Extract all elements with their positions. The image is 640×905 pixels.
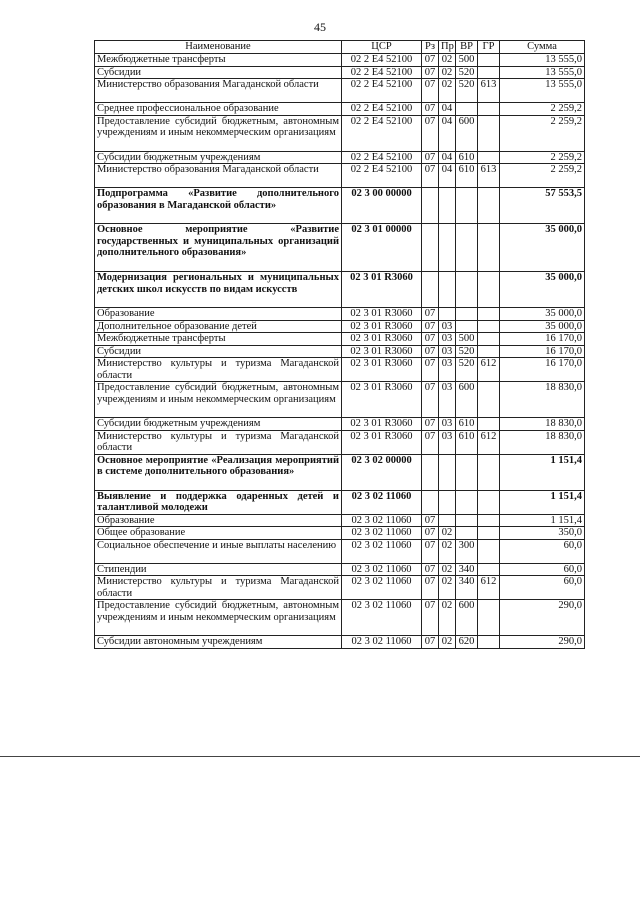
cell-name: Предоставление субсидий бюджетным, автономным учреждениям и иным некоммерческим организациям: [95, 382, 342, 418]
cell-csr: 02 3 01 R3060: [342, 320, 422, 333]
cell-rz: 07: [422, 79, 439, 103]
cell-gr: [478, 188, 500, 224]
table-row: [95, 576, 585, 600]
cell-sum: 16 170,0: [500, 358, 585, 382]
cell-name: Предоставление субсидий бюджетным, автономным учреждениям и иным некоммерческим организациям: [95, 115, 342, 151]
cell-vr: 520: [456, 66, 478, 79]
header-rz: Рз: [422, 41, 439, 54]
cell-sum: 1 151,4: [500, 514, 585, 527]
cell-rz: 07: [422, 382, 439, 418]
cell-rz: [422, 224, 439, 272]
cell-name: Субсидии бюджетным учреждениям: [95, 151, 342, 164]
cell-sum: 2 259,2: [500, 151, 585, 164]
cell-gr: [478, 490, 500, 514]
cell-csr: 02 3 02 11060: [342, 636, 422, 649]
cell-name: Социальное обеспечение и иные выплаты населению: [95, 539, 342, 563]
table-row: [95, 164, 585, 188]
cell-rz: 07: [422, 539, 439, 563]
cell-csr: 02 2 Е4 52100: [342, 115, 422, 151]
cell-pr: 02: [439, 66, 456, 79]
cell-vr: 620: [456, 636, 478, 649]
cell-csr: 02 3 01 R3060: [342, 418, 422, 431]
cell-rz: [422, 490, 439, 514]
table-row: [95, 430, 585, 454]
cell-pr: 02: [439, 563, 456, 576]
cell-sum: 2 259,2: [500, 115, 585, 151]
cell-name: Дополнительное образование детей: [95, 320, 342, 333]
cell-pr: 02: [439, 79, 456, 103]
cell-sum: 2 259,2: [500, 103, 585, 116]
cell-vr: [456, 490, 478, 514]
cell-gr: [478, 563, 500, 576]
cell-csr: 02 3 02 11060: [342, 563, 422, 576]
cell-pr: 04: [439, 103, 456, 116]
cell-name: Министерство культуры и туризма Магаданской области: [95, 576, 342, 600]
cell-rz: 07: [422, 418, 439, 431]
cell-rz: 07: [422, 54, 439, 67]
cell-sum: 18 830,0: [500, 418, 585, 431]
cell-gr: [478, 600, 500, 636]
table-row: [95, 490, 585, 514]
cell-gr: [478, 54, 500, 67]
cell-sum: 35 000,0: [500, 308, 585, 321]
cell-name: Министерство образования Магаданской области: [95, 164, 342, 188]
table-body: [95, 54, 585, 649]
cell-gr: [478, 539, 500, 563]
cell-vr: 610: [456, 418, 478, 431]
cell-vr: 520: [456, 79, 478, 103]
cell-vr: [456, 514, 478, 527]
cell-rz: 07: [422, 103, 439, 116]
cell-name: Межбюджетные трансферты: [95, 54, 342, 67]
cell-rz: 07: [422, 151, 439, 164]
cell-rz: 07: [422, 358, 439, 382]
cell-csr: 02 3 00 00000: [342, 188, 422, 224]
cell-rz: 07: [422, 308, 439, 321]
cell-vr: [456, 320, 478, 333]
table-row: [95, 539, 585, 563]
cell-vr: [456, 188, 478, 224]
cell-rz: [422, 454, 439, 490]
cell-pr: 03: [439, 358, 456, 382]
cell-gr: [478, 115, 500, 151]
cell-rz: 07: [422, 115, 439, 151]
cell-csr: 02 3 01 R3060: [342, 333, 422, 346]
table-row: [95, 563, 585, 576]
cell-gr: [478, 345, 500, 358]
cell-vr: 340: [456, 576, 478, 600]
cell-sum: 35 000,0: [500, 320, 585, 333]
cell-rz: 07: [422, 514, 439, 527]
table-row: [95, 358, 585, 382]
cell-rz: 07: [422, 320, 439, 333]
cell-sum: 16 170,0: [500, 345, 585, 358]
cell-name: Основное мероприятие «Реализация мероприятий в системе дополнительного образования»: [95, 454, 342, 490]
cell-name: Выявление и поддержка одаренных детей и талантливой молодежи: [95, 490, 342, 514]
table-row: [95, 527, 585, 540]
cell-csr: 02 3 02 11060: [342, 527, 422, 540]
cell-csr: 02 3 02 11060: [342, 490, 422, 514]
header-sum: Сумма: [500, 41, 585, 54]
cell-name: Субсидии: [95, 66, 342, 79]
cell-sum: 13 555,0: [500, 54, 585, 67]
table-row: [95, 115, 585, 151]
cell-gr: [478, 418, 500, 431]
cell-vr: [456, 308, 478, 321]
table-row: [95, 103, 585, 116]
cell-sum: 16 170,0: [500, 333, 585, 346]
cell-pr: 02: [439, 636, 456, 649]
cell-rz: 07: [422, 576, 439, 600]
cell-name: Министерство культуры и туризма Магаданской области: [95, 358, 342, 382]
cell-sum: 60,0: [500, 563, 585, 576]
cell-vr: 610: [456, 151, 478, 164]
cell-rz: 07: [422, 345, 439, 358]
cell-sum: 35 000,0: [500, 272, 585, 308]
cell-csr: 02 3 01 R3060: [342, 308, 422, 321]
table-row: [95, 151, 585, 164]
cell-gr: 612: [478, 430, 500, 454]
cell-vr: [456, 454, 478, 490]
cell-csr: 02 3 01 R3060: [342, 345, 422, 358]
cell-sum: 13 555,0: [500, 79, 585, 103]
footer-divider: [0, 756, 640, 757]
cell-sum: 18 830,0: [500, 382, 585, 418]
cell-pr: 03: [439, 333, 456, 346]
cell-pr: 02: [439, 600, 456, 636]
cell-vr: [456, 527, 478, 540]
header-csr: ЦСР: [342, 41, 422, 54]
cell-vr: 600: [456, 382, 478, 418]
cell-vr: 520: [456, 358, 478, 382]
cell-sum: 57 553,5: [500, 188, 585, 224]
cell-vr: [456, 224, 478, 272]
table-row: [95, 600, 585, 636]
cell-csr: 02 3 02 11060: [342, 539, 422, 563]
table-row: [95, 272, 585, 308]
cell-sum: 60,0: [500, 576, 585, 600]
cell-rz: 07: [422, 563, 439, 576]
cell-gr: [478, 103, 500, 116]
cell-pr: [439, 224, 456, 272]
cell-rz: 07: [422, 430, 439, 454]
cell-gr: [478, 333, 500, 346]
cell-gr: [478, 272, 500, 308]
header-gr: ГР: [478, 41, 500, 54]
cell-csr: 02 2 Е4 52100: [342, 54, 422, 67]
cell-pr: 03: [439, 418, 456, 431]
cell-gr: [478, 454, 500, 490]
cell-gr: [478, 636, 500, 649]
page-number: 45: [314, 20, 326, 34]
header-name: Наименование: [95, 41, 342, 54]
table-row: [95, 308, 585, 321]
cell-vr: 340: [456, 563, 478, 576]
cell-name: Образование: [95, 308, 342, 321]
cell-name: Модернизация региональных и муниципальных детских школ искусств по видам искусств: [95, 272, 342, 308]
cell-sum: 13 555,0: [500, 66, 585, 79]
cell-vr: 600: [456, 600, 478, 636]
cell-pr: 04: [439, 115, 456, 151]
cell-pr: 03: [439, 320, 456, 333]
cell-pr: [439, 514, 456, 527]
cell-gr: [478, 151, 500, 164]
cell-csr: 02 3 01 R3060: [342, 430, 422, 454]
cell-csr: 02 2 Е4 52100: [342, 66, 422, 79]
cell-gr: 612: [478, 576, 500, 600]
cell-pr: 03: [439, 345, 456, 358]
cell-name: Межбюджетные трансферты: [95, 333, 342, 346]
cell-rz: 07: [422, 66, 439, 79]
cell-gr: 612: [478, 358, 500, 382]
cell-sum: 290,0: [500, 636, 585, 649]
cell-pr: 03: [439, 382, 456, 418]
cell-name: Министерство культуры и туризма Магаданской области: [95, 430, 342, 454]
cell-pr: 04: [439, 164, 456, 188]
cell-sum: 1 151,4: [500, 490, 585, 514]
cell-csr: 02 3 02 11060: [342, 576, 422, 600]
cell-sum: 2 259,2: [500, 164, 585, 188]
cell-vr: 520: [456, 345, 478, 358]
table-row: [95, 636, 585, 649]
cell-name: Предоставление субсидий бюджетным, автономным учреждениям и иным некоммерческим организациям: [95, 600, 342, 636]
cell-vr: 600: [456, 115, 478, 151]
cell-vr: [456, 103, 478, 116]
cell-vr: 610: [456, 430, 478, 454]
cell-name: Образование: [95, 514, 342, 527]
cell-csr: 02 3 01 R3060: [342, 272, 422, 308]
cell-pr: [439, 308, 456, 321]
table-row: [95, 514, 585, 527]
table-row: [95, 66, 585, 79]
cell-pr: 03: [439, 430, 456, 454]
cell-csr: 02 2 Е4 52100: [342, 164, 422, 188]
table-row: [95, 382, 585, 418]
cell-csr: 02 2 Е4 52100: [342, 103, 422, 116]
cell-pr: [439, 272, 456, 308]
table-row: [95, 345, 585, 358]
table-row: [95, 54, 585, 67]
cell-gr: 613: [478, 79, 500, 103]
cell-name: Субсидии бюджетным учреждениям: [95, 418, 342, 431]
cell-csr: 02 3 01 00000: [342, 224, 422, 272]
cell-gr: [478, 527, 500, 540]
cell-name: Основное мероприятие «Развитие государственных и муниципальных организаций дополнительного образования»: [95, 224, 342, 272]
cell-pr: [439, 188, 456, 224]
cell-gr: [478, 66, 500, 79]
table-row: [95, 333, 585, 346]
table-row: [95, 320, 585, 333]
cell-rz: [422, 188, 439, 224]
cell-sum: 1 151,4: [500, 454, 585, 490]
cell-name: Субсидии автономным учреждениям: [95, 636, 342, 649]
table-row: [95, 188, 585, 224]
table-row: [95, 454, 585, 490]
cell-rz: 07: [422, 164, 439, 188]
table-row: [95, 418, 585, 431]
cell-pr: 04: [439, 151, 456, 164]
cell-csr: 02 3 02 00000: [342, 454, 422, 490]
cell-pr: 02: [439, 539, 456, 563]
cell-vr: 610: [456, 164, 478, 188]
cell-gr: [478, 514, 500, 527]
cell-name: Министерство образования Магаданской области: [95, 79, 342, 103]
cell-vr: 300: [456, 539, 478, 563]
cell-rz: 07: [422, 600, 439, 636]
cell-sum: 18 830,0: [500, 430, 585, 454]
cell-vr: 500: [456, 54, 478, 67]
cell-pr: 02: [439, 527, 456, 540]
cell-csr: 02 3 01 R3060: [342, 358, 422, 382]
cell-sum: 60,0: [500, 539, 585, 563]
cell-gr: [478, 308, 500, 321]
budget-table: [94, 40, 585, 649]
cell-csr: 02 2 Е4 52100: [342, 151, 422, 164]
cell-sum: 35 000,0: [500, 224, 585, 272]
table-row: [95, 79, 585, 103]
cell-gr: [478, 382, 500, 418]
cell-sum: 350,0: [500, 527, 585, 540]
cell-name: Подпрограмма «Развитие дополнительного образования в Магаданской области»: [95, 188, 342, 224]
cell-csr: 02 2 Е4 52100: [342, 79, 422, 103]
cell-gr: [478, 224, 500, 272]
cell-csr: 02 3 01 R3060: [342, 382, 422, 418]
cell-vr: 500: [456, 333, 478, 346]
cell-pr: 02: [439, 54, 456, 67]
cell-csr: 02 3 02 11060: [342, 600, 422, 636]
header-vr: ВР: [456, 41, 478, 54]
cell-csr: 02 3 02 11060: [342, 514, 422, 527]
cell-rz: 07: [422, 527, 439, 540]
cell-sum: 290,0: [500, 600, 585, 636]
cell-name: Субсидии: [95, 345, 342, 358]
table-header-row: [95, 41, 585, 54]
cell-rz: [422, 272, 439, 308]
table-row: [95, 224, 585, 272]
cell-pr: [439, 490, 456, 514]
cell-vr: [456, 272, 478, 308]
cell-pr: [439, 454, 456, 490]
cell-name: Общее образование: [95, 527, 342, 540]
cell-gr: [478, 320, 500, 333]
cell-rz: 07: [422, 333, 439, 346]
cell-name: Среднее профессиональное образование: [95, 103, 342, 116]
cell-rz: 07: [422, 636, 439, 649]
cell-name: Стипендии: [95, 563, 342, 576]
cell-gr: 613: [478, 164, 500, 188]
header-pr: Пр: [439, 41, 456, 54]
cell-pr: 02: [439, 576, 456, 600]
